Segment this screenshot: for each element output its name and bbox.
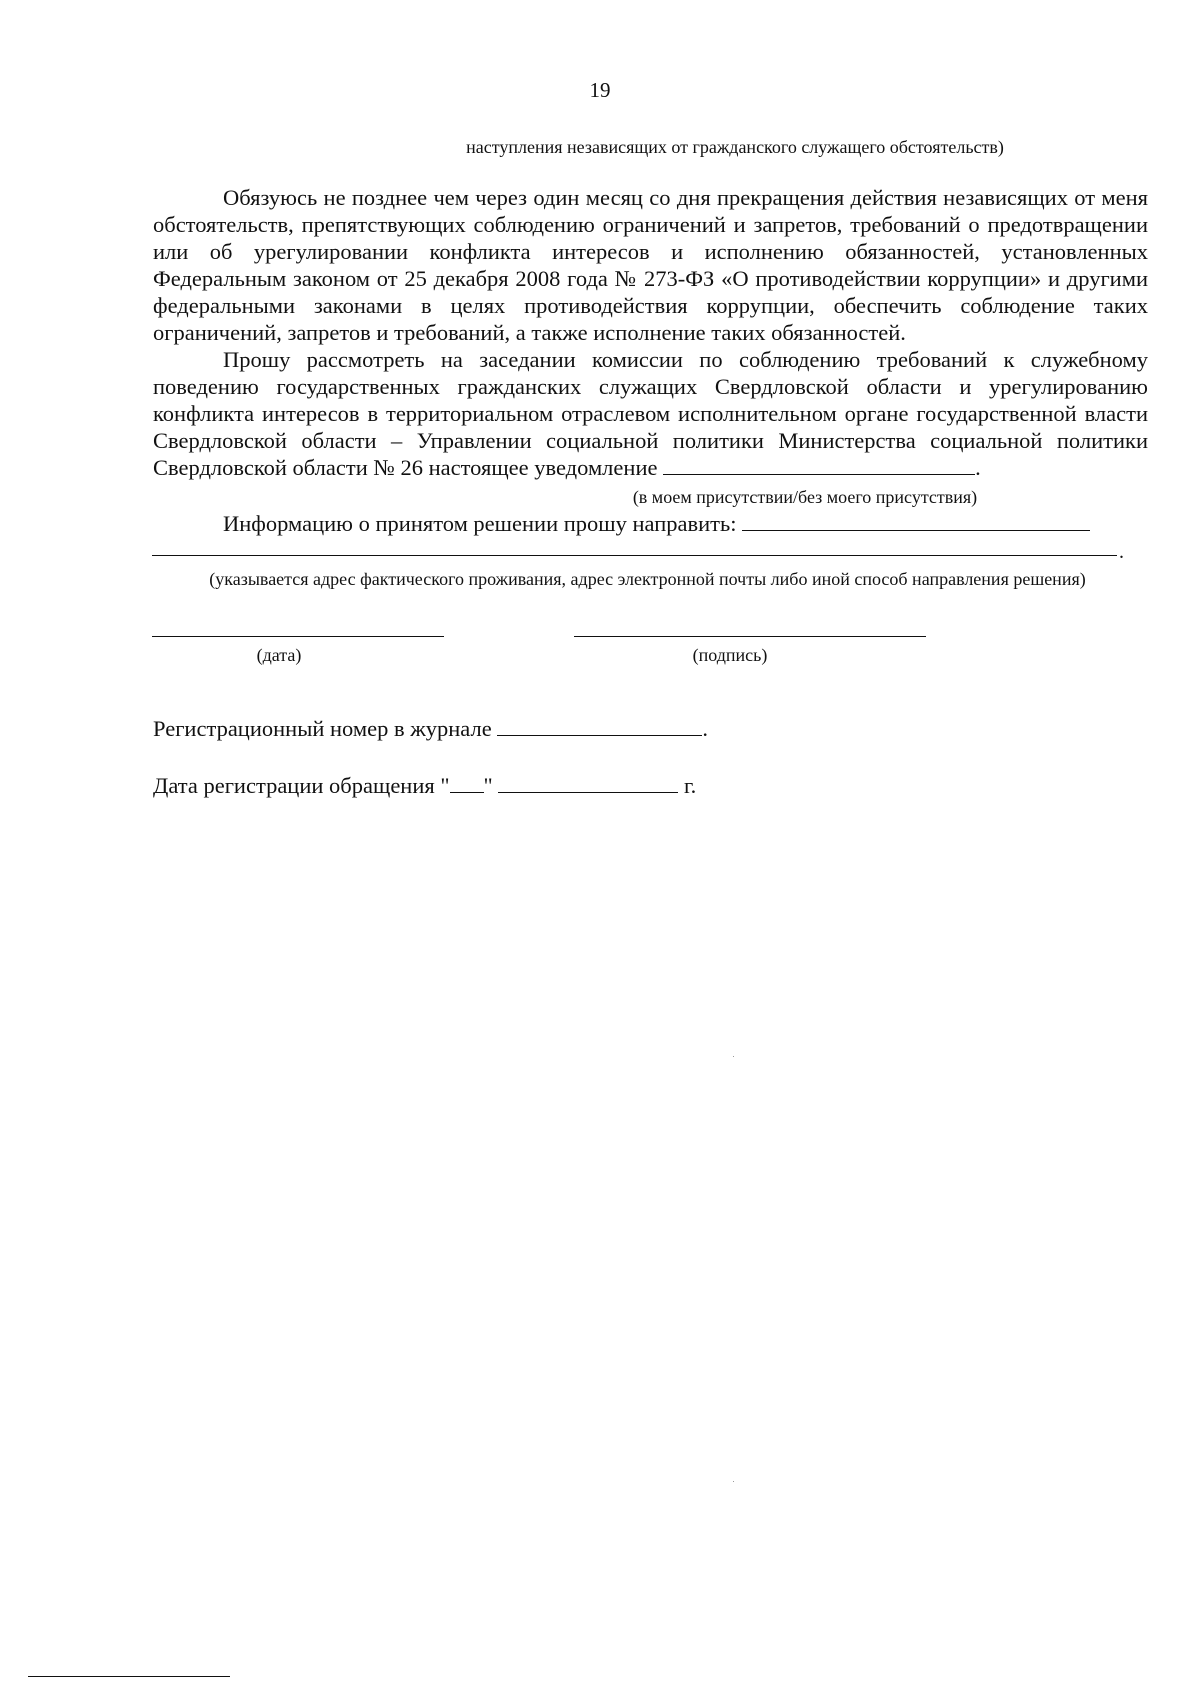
date-caption: (дата) — [256, 645, 302, 665]
info-request-label: Информацию о принятом решении прошу направить: — [223, 511, 737, 536]
registration-number-blank-field[interactable] — [497, 717, 702, 736]
presence-blank-field[interactable] — [663, 456, 975, 475]
top-caption: наступления независящих от гражданского служащего обстоятельств) — [466, 137, 1004, 157]
paragraph-commitment-text: Обязуюсь не позднее чем через один месяц со дня прекращения действия независящих от меня обстоятельств, препятствующих соблюдению ограничений и запретов, требований о предотвращении или об урегулировании конфликта интересов и исполнению обязанностей, установленных Федеральным законом от 25 декабря 2008 года № 273-ФЗ «О противодействии коррупции» и другими федеральными законами в целях противодействия коррупции, обеспечить соблюдение таких ограничений, запретов и требований, а также исполнение таких обязанностей. — [153, 185, 1148, 345]
address-blank-field[interactable] — [152, 555, 1117, 556]
scan-speck — [733, 1481, 734, 1482]
registration-date-end: г. — [683, 773, 697, 798]
paragraph-request-end: . — [975, 455, 981, 480]
registration-date-label: Дата регистрации обращения " — [153, 773, 450, 798]
footnote-rule — [28, 1676, 230, 1677]
registration-month-year-blank-field[interactable] — [498, 774, 678, 793]
page-number: 19 — [589, 78, 611, 102]
presence-note: (в моем присутствии/без моего присутствия) — [632, 487, 978, 507]
paragraph-request-block — [153, 346, 1148, 481]
scan-speck — [733, 1056, 734, 1057]
paragraph-request — [153, 346, 1148, 481]
registration-number-line — [153, 715, 708, 742]
signature-blank-field[interactable] — [574, 636, 926, 637]
paragraph-request-text: Прошу рассмотреть на заседании комиссии по соблюдению требований к служебному поведению государственных гражданских служащих Свердловской области и урегулированию конфликта интересов в территориальном отраслевом исполнительном органе государственной власти Свердловской области – Управлении социальной политики Министерства социальной политики Свердловской области № 26 настоящее уведомление — [153, 347, 1148, 480]
info-request-blank-field[interactable] — [742, 512, 1090, 531]
info-request-line — [223, 510, 1090, 537]
address-blank-end: . — [1119, 541, 1124, 563]
registration-number-end: . — [702, 716, 708, 741]
registration-day-blank-field[interactable] — [450, 774, 484, 793]
address-note: (указывается адрес фактического проживания, адрес электронной почты либо иной способ направления решения) — [209, 569, 1086, 589]
date-blank-field[interactable] — [152, 636, 444, 637]
signature-caption: (подпись) — [692, 645, 768, 665]
paragraph-commitment — [153, 184, 1148, 346]
registration-number-label: Регистрационный номер в журнале — [153, 716, 492, 741]
registration-date-line — [153, 772, 696, 799]
registration-date-quote: " — [483, 773, 493, 798]
